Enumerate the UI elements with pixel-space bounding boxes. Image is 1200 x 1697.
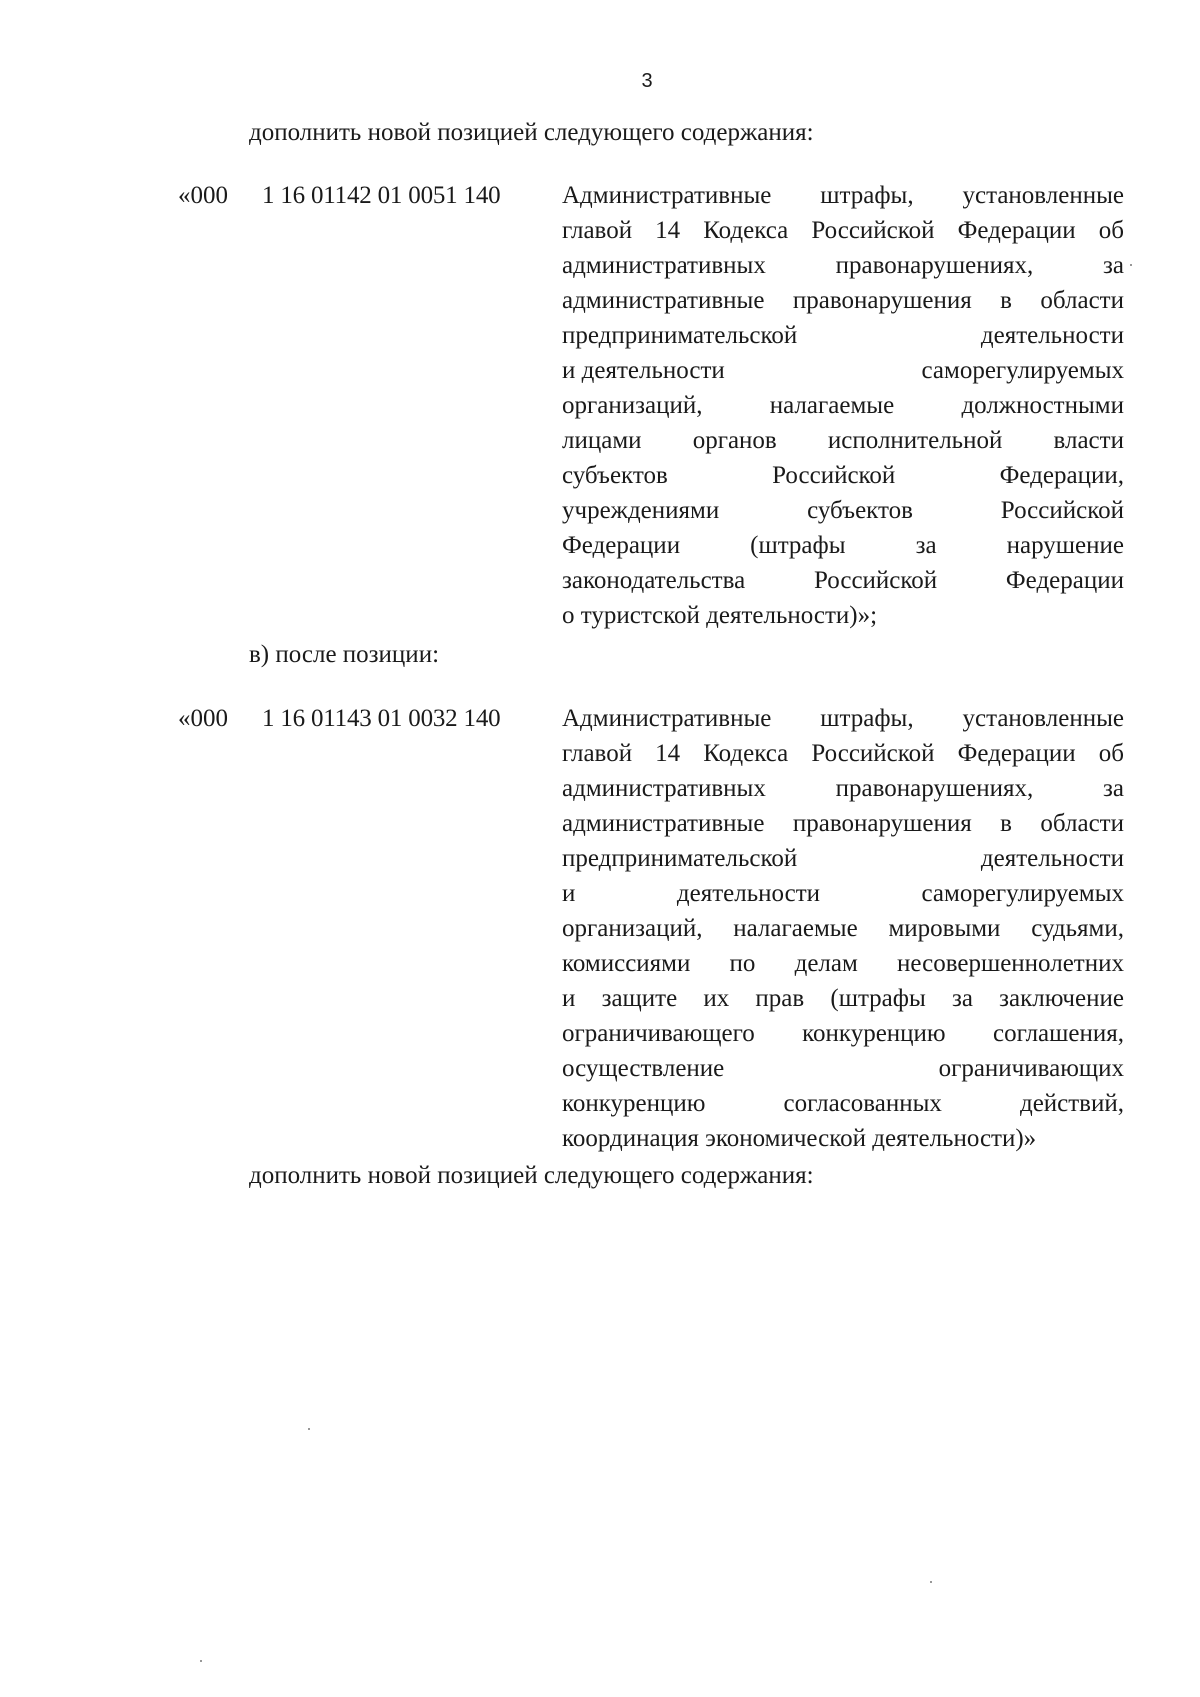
description-word: субъектов [562, 462, 668, 489]
description-word: административные [562, 810, 765, 837]
description-word: правонарушения [792, 810, 972, 837]
description-word: предпринимательской [562, 322, 798, 349]
scan-speck [308, 1428, 310, 1430]
description-word: соглашения, [992, 1020, 1124, 1047]
description-line [562, 283, 1124, 318]
entry-prefix: «000 [178, 705, 228, 732]
scan-speck [200, 1660, 202, 1662]
description-line [562, 353, 1124, 388]
description-word: об [1098, 740, 1124, 767]
description-word: власти [1053, 427, 1124, 454]
description-word: органов [692, 427, 777, 454]
description-word: правонарушения [792, 287, 972, 314]
description-word: делам [794, 950, 858, 977]
description-word: ограничивающих [938, 1055, 1124, 1082]
description-word: согласованных [783, 1090, 942, 1117]
description-word: комиссиями [562, 950, 691, 977]
description-line [562, 911, 1124, 946]
description-word: организаций, [562, 392, 703, 419]
description-word: штрафы, [820, 705, 914, 732]
description-word: правонарушениях, [835, 775, 1034, 802]
description-word: Федерации [957, 740, 1076, 767]
description-word: конкуренцию [562, 1090, 706, 1117]
description-word: за [1103, 252, 1124, 279]
description-line [562, 563, 1124, 598]
description-line [562, 981, 1124, 1016]
intro-paragraph-1: дополнить новой позицией следующего содержания: [249, 119, 814, 146]
description-word: предпринимательской [562, 845, 798, 872]
description-word: главой [562, 740, 633, 767]
description-word: Российской [813, 567, 938, 594]
description-word: за [1103, 775, 1124, 802]
description-word: судьями, [1031, 915, 1124, 942]
description-word: Административные [562, 182, 772, 209]
description-line [562, 736, 1124, 771]
description-word: налагаемые [733, 915, 858, 942]
description-word: (штрафы [830, 985, 926, 1012]
description-word: налагаемые [769, 392, 895, 419]
intro-paragraph-2: дополнить новой позицией следующего содержания: [249, 1162, 814, 1189]
description-word: Российской [811, 740, 935, 767]
description-word: и [562, 880, 576, 907]
description-word: установленные [962, 705, 1124, 732]
description-word: мировыми [888, 915, 1001, 942]
description-word: Российской [811, 217, 935, 244]
description-word: субъектов [807, 497, 913, 524]
description-line [562, 423, 1124, 458]
description-word: Российской [772, 462, 896, 489]
description-line [562, 806, 1124, 841]
scan-speck [930, 1581, 932, 1583]
description-word: за [915, 532, 937, 559]
description-line [562, 213, 1124, 248]
description-word: штрафы, [820, 182, 914, 209]
description-word: осуществление [562, 1055, 725, 1082]
description-line [562, 598, 1124, 633]
description-word: организаций, [562, 915, 703, 942]
description-line [562, 528, 1124, 563]
description-word: их [703, 985, 730, 1012]
description-word: лицами [562, 427, 642, 454]
entry-description [562, 701, 1124, 1156]
description-word: установленные [962, 182, 1124, 209]
description-line [562, 1086, 1124, 1121]
description-word: координация экономической деятельности)» [562, 1125, 1037, 1152]
description-word: защите [601, 985, 678, 1012]
description-word: главой [562, 217, 633, 244]
description-line [562, 771, 1124, 806]
description-word: в [1000, 287, 1012, 314]
description-word: об [1098, 217, 1124, 244]
description-line [562, 493, 1124, 528]
description-word: конкуренцию [802, 1020, 946, 1047]
description-word: и [562, 985, 576, 1012]
description-word: в [1000, 810, 1012, 837]
description-word: правонарушениях, [835, 252, 1034, 279]
description-word: деятельности [676, 880, 821, 907]
description-word: несовершеннолетних [897, 950, 1124, 977]
description-word: ограничивающего [562, 1020, 755, 1047]
description-word: административных [562, 775, 766, 802]
description-word: учреждениями [562, 497, 720, 524]
entry-description [562, 178, 1124, 633]
description-word: о туристской деятельности)»; [562, 602, 878, 629]
budget-classification-code: 1 16 01143 01 0032 140 [262, 705, 501, 732]
description-word: 14 [655, 217, 681, 244]
description-line [562, 841, 1124, 876]
description-word: по [729, 950, 756, 977]
description-line [562, 1016, 1124, 1051]
entry-prefix: «000 [178, 182, 228, 209]
description-line [562, 318, 1124, 353]
description-word: прав [755, 985, 805, 1012]
description-word: деятельности [980, 322, 1124, 349]
description-line [562, 946, 1124, 981]
description-word: деятельности [980, 845, 1124, 872]
description-word: Федерации [562, 532, 681, 559]
description-word: должностными [961, 392, 1124, 419]
description-word: саморегулируемых [921, 357, 1124, 384]
description-word: (штрафы [750, 532, 846, 559]
description-line [562, 248, 1124, 283]
description-word: Российской [1000, 497, 1124, 524]
description-word: Кодекса [703, 217, 789, 244]
description-word: Федерации, [999, 462, 1124, 489]
description-line [562, 458, 1124, 493]
description-line [562, 388, 1124, 423]
page-number: 3 [641, 70, 653, 92]
description-word: административные [562, 287, 765, 314]
description-line [562, 701, 1124, 736]
description-word: саморегулируемых [921, 880, 1124, 907]
description-word: Административные [562, 705, 772, 732]
description-line [562, 1121, 1124, 1156]
description-word: за [951, 985, 973, 1012]
description-word: Кодекса [703, 740, 789, 767]
description-word: действий, [1019, 1090, 1124, 1117]
description-word: Федерации [957, 217, 1076, 244]
description-line [562, 1051, 1124, 1086]
description-line [562, 876, 1124, 911]
description-word: исполнительной [827, 427, 1003, 454]
budget-classification-code: 1 16 01142 01 0051 140 [262, 182, 501, 209]
description-word: административных [562, 252, 766, 279]
description-word: и деятельности [562, 357, 725, 384]
description-word: заключение [999, 985, 1124, 1012]
description-word: 14 [655, 740, 681, 767]
description-word: нарушение [1006, 532, 1124, 559]
description-line [562, 178, 1124, 213]
description-word: области [1040, 287, 1124, 314]
description-word: законодательства [562, 567, 746, 594]
description-word: области [1040, 810, 1124, 837]
section-v-paragraph: в) после позиции: [249, 641, 440, 668]
description-word: Федерации [1005, 567, 1124, 594]
scan-speck [1130, 264, 1132, 266]
